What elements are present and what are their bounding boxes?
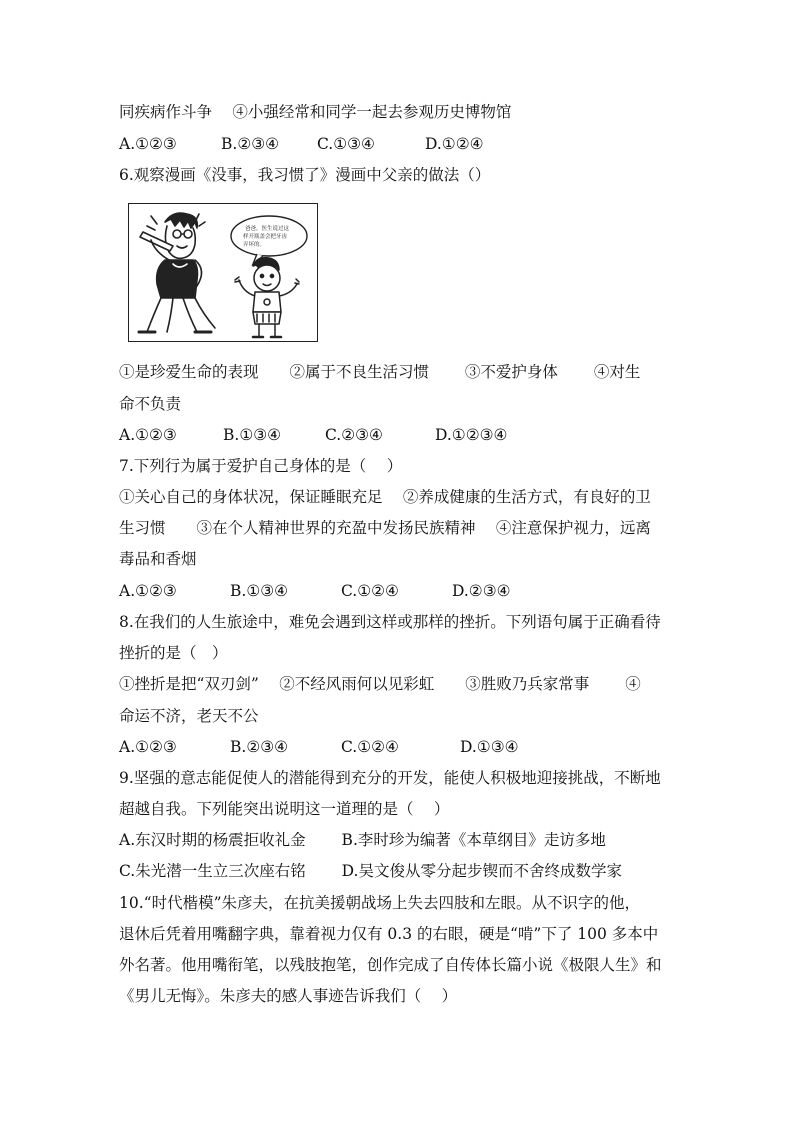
q6-statements-cont: 命不负责 (119, 395, 182, 413)
q6-option-b: B.①③④ (223, 426, 282, 444)
q10-question-cont2: 外名著。他用嘴衔笔，以残肢抱笔，创作完成了自传体长篇小说《极限人生》和 (119, 956, 662, 974)
q6-question: 6.观察漫画《没事，我习惯了》漫画中父亲的做法（） (119, 166, 491, 184)
q8-statements: ①挫折是把“双刃剑” ②不经风雨何以见彩虹 ③胜败乃兵家常事 ④ (119, 675, 641, 693)
q9-question: 9.坚强的意志能促使人的潜能得到充分的开发，能使人积极地迎接挑战，不断地 (119, 769, 661, 787)
q8-option-c: C.①②④ (341, 738, 399, 756)
q5-option-d: D.①②④ (425, 135, 484, 153)
bubble-line-2: 样开瓶盖会把牙齿 (243, 234, 288, 240)
q7-statements-end: 毒品和香烟 (119, 550, 197, 568)
q8-option-b: B.②③④ (230, 738, 289, 756)
q8-option-a: A.①②③ (119, 738, 177, 756)
q7-option-a: A.①②③ (119, 582, 177, 600)
q8-question: 8.在我们的人生旅途中，难免会遇到这样或那样的挫折。下列语句属于正确看待 (119, 613, 661, 631)
q7-option-b: B.①③④ (230, 582, 289, 600)
q6-option-c: C.②③④ (325, 426, 383, 444)
q7-option-d: D.②③④ (452, 582, 511, 600)
q9-options-cd: C.朱光潜一生立三次座右铭 D.吴文俊从零分起步锲而不舍终成数学家 (119, 862, 622, 880)
q10-question-cont3: 《男儿无悔》。朱彦夫的感人事迹告诉我们（ ） (119, 987, 458, 1005)
q8-question-cont: 挫折的是（ ） (119, 644, 228, 662)
q6-option-d: D.①②③④ (435, 426, 508, 444)
cartoon-illustration (128, 203, 318, 342)
q7-question: 7.下列行为属于爱护自己身体的是（ ） (119, 457, 403, 475)
q10-question: 10.“时代楷模”朱彦夫，在抗美援朝战场上失去四肢和左眼。从不识字的他， (119, 894, 641, 912)
q7-statements: ①关心自己的身体状况，保证睡眠充足 ②养成健康的生活方式，有良好的卫 (119, 488, 651, 506)
q5-text-tail: 同疾病作斗争 ④小强经常和同学一起去参观历史博物馆 (119, 103, 512, 121)
q9-question-cont: 超越自我。下列能突出说明这一道理的是（ ） (119, 800, 450, 818)
q10-question-cont1: 退休后凭着用嘴翻字典，靠着视力仅有 0.3 的右眼，硬是“啃”下了 100 多本中 (119, 925, 659, 943)
q7-option-c: C.①②④ (341, 582, 399, 600)
q6-option-a: A.①②③ (119, 426, 177, 444)
q8-statements-cont: 命运不济，老天不公 (119, 707, 259, 725)
speech-bubble (231, 216, 307, 264)
q8-option-d: D.①③④ (460, 738, 519, 756)
q5-option-c: C.①③④ (317, 135, 375, 153)
cartoon-drawing (129, 204, 318, 342)
bubble-line-3: 弄坏的。 (243, 242, 266, 248)
bubble-line-1: 爸爸，医生说过这 (245, 226, 290, 232)
q5-option-b: B.②③④ (221, 135, 280, 153)
q6-statements: ①是珍爱生命的表现 ②属于不良生活习惯 ③不爱护身体 ④对生 (119, 363, 641, 381)
q7-statements-cont: 生习惯 ③在个人精神世界的充盈中发扬民族精神 ④注意保护视力，远离 (119, 519, 651, 537)
q9-options-ab: A.东汉时期的杨震拒收礼金 B.李时珍为编著《本草纲目》走访多地 (119, 831, 606, 849)
q5-option-a: A.①②③ (119, 135, 177, 153)
